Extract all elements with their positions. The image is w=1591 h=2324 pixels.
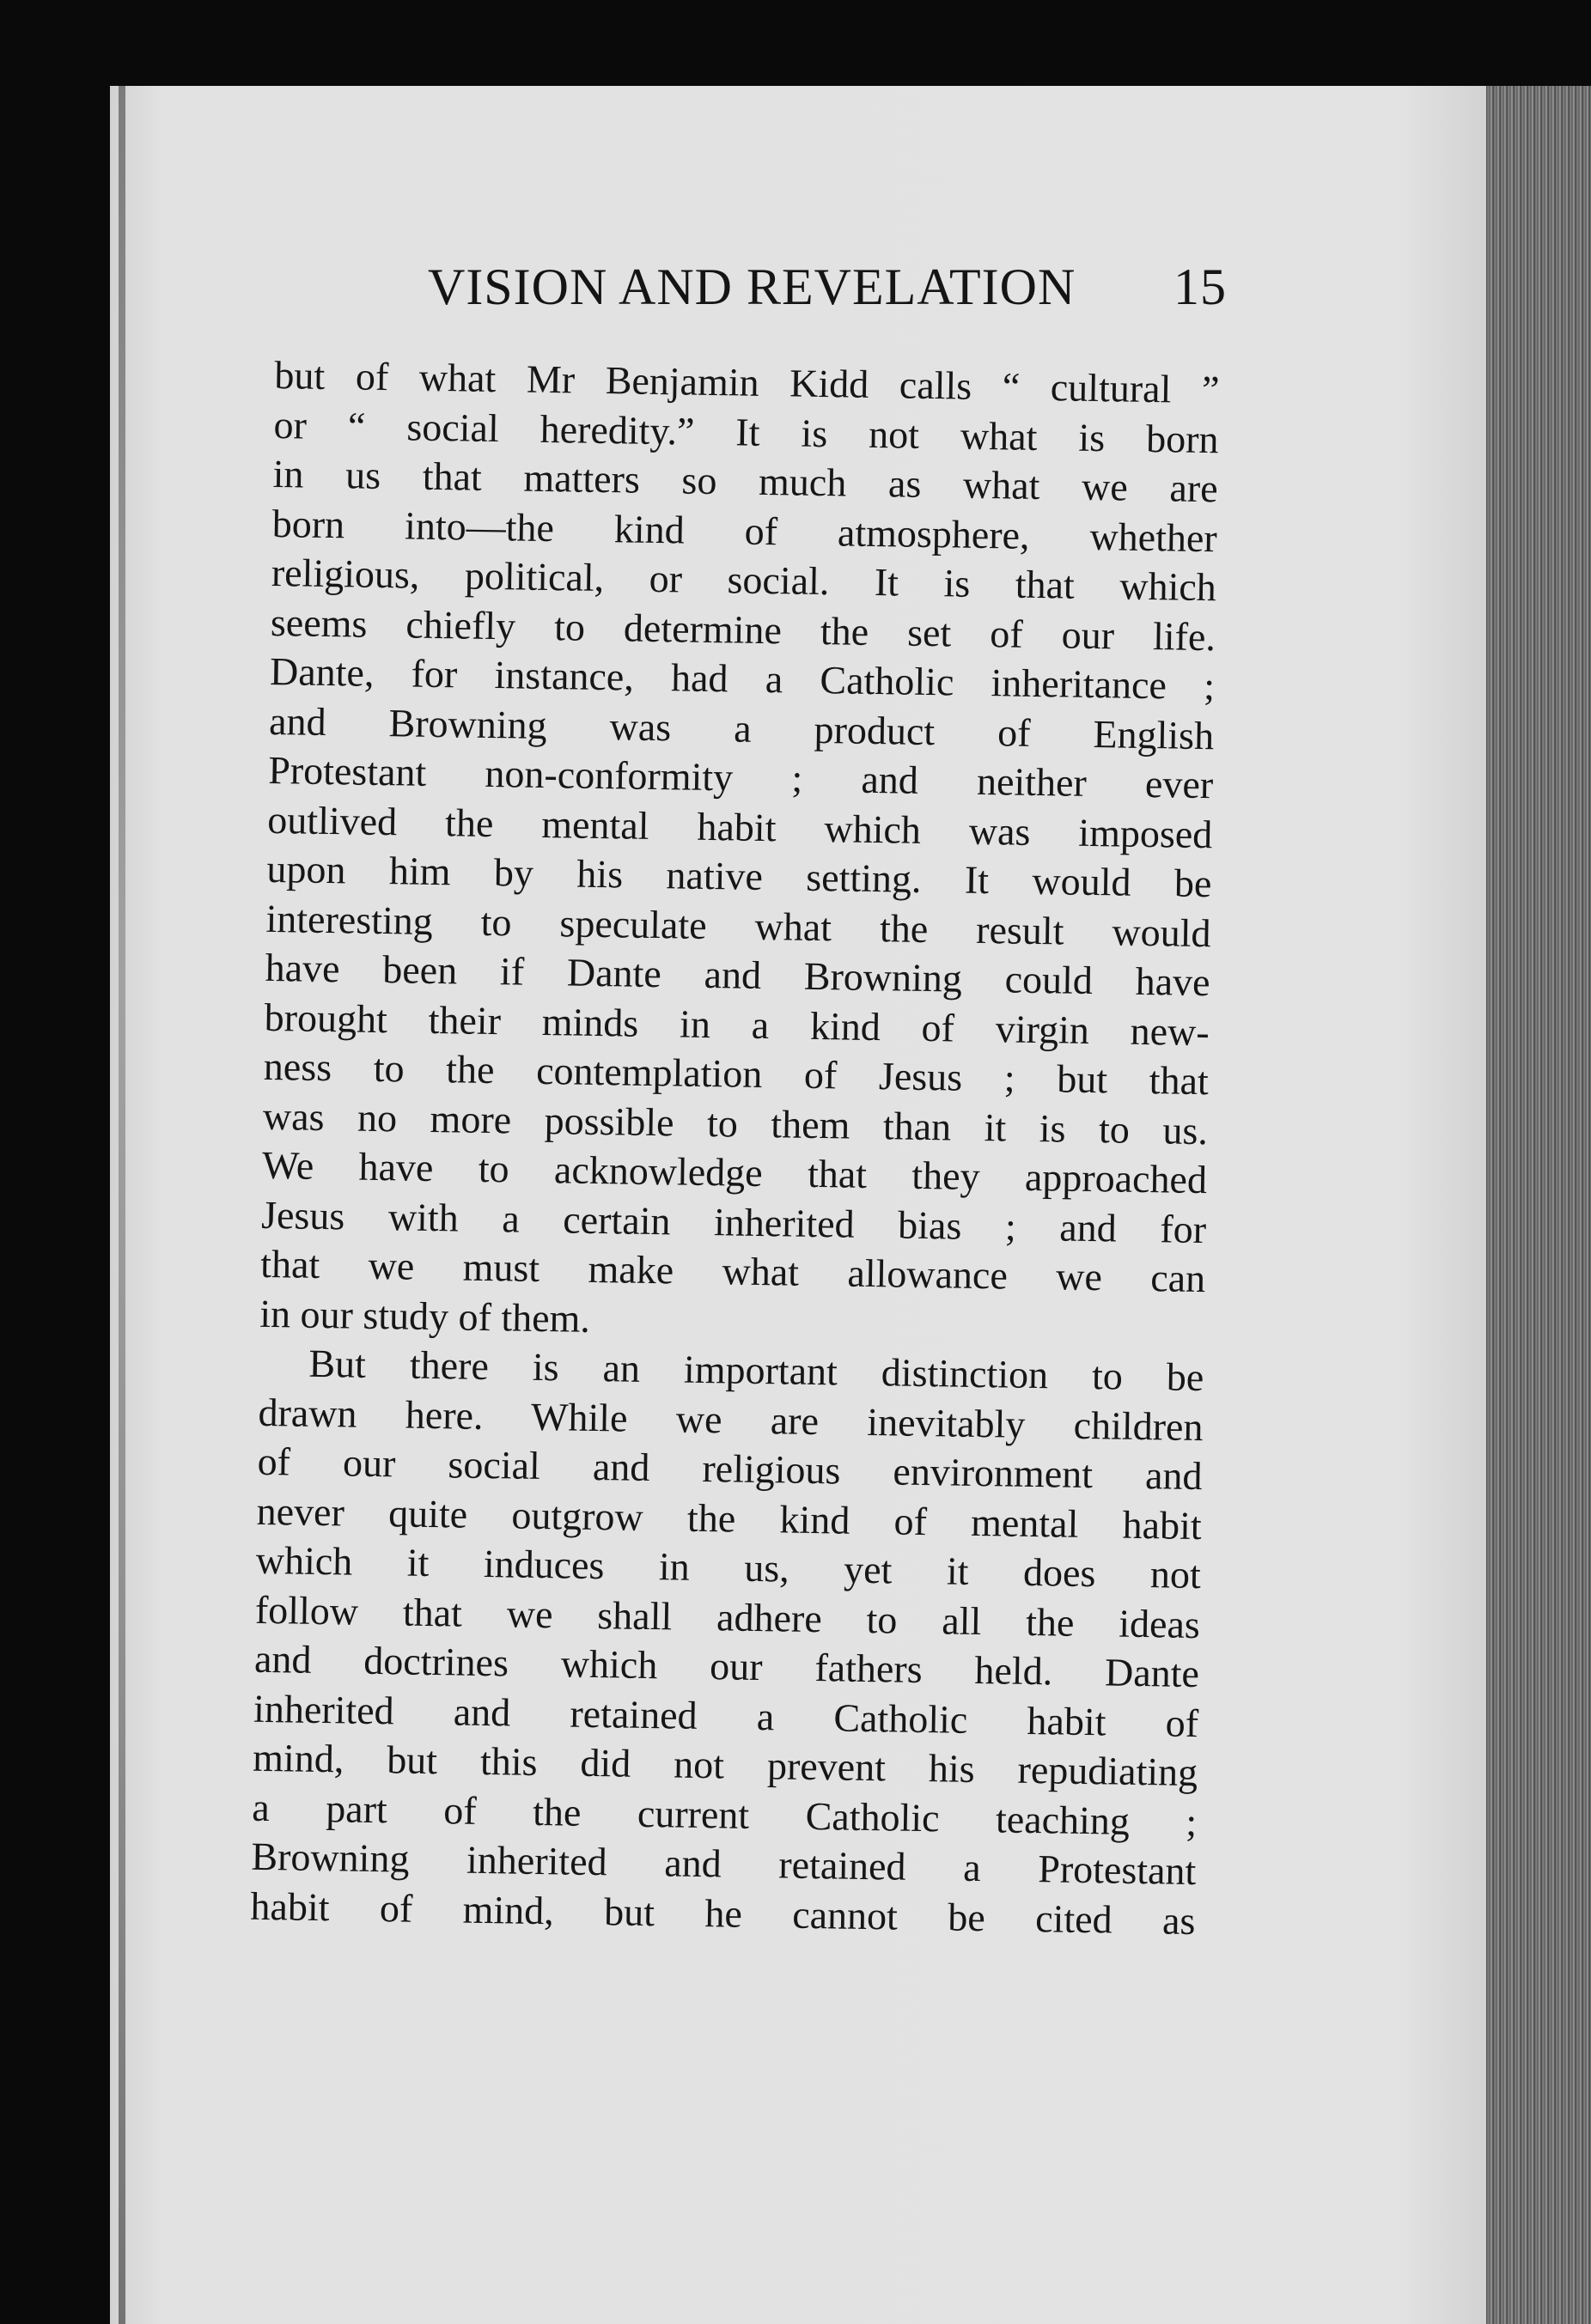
text-line: never quite outgrow the kind of mental habit [256,1488,1203,1548]
page-edges-stack [1486,86,1591,2324]
text-line: religious, political, or social. It is that which [271,550,1217,610]
text-line: seems chiefly to determine the set of our life. [270,599,1216,659]
page-number: 15 [1173,259,1227,315]
text-line: and doctrines which our fathers held. Dante [253,1636,1200,1696]
text-line: We have to acknowledge that they approached [261,1142,1208,1202]
running-title: VISION AND REVELATION [428,259,1076,315]
paragraph [250,1338,1204,1945]
text-line: have been if Dante and Browning could have [265,945,1210,1005]
text-line: habit of mind, but he cannot be cited as [250,1883,1196,1943]
text-line: and Browning was a product of English [268,698,1215,757]
text-line: Jesus with a certain inherited bias ; and for [260,1192,1207,1251]
text-line: or “ social heredity.” It is not what is born [273,402,1219,461]
text-line: was no more possible to them than it is to us. [262,1093,1209,1153]
text-line: but of what Mr Benjamin Kidd calls “ cultural ” [274,352,1220,412]
running-head [428,258,1227,335]
text-line: Protestant non-conformity ; and neither ever [267,747,1214,807]
text-line: ness to the contemplation of Jesus ; but that [263,1043,1210,1104]
text-line: follow that we shall adhere to all the ideas [254,1587,1201,1646]
text-line: mind, but this did not prevent his repudiating [252,1735,1198,1795]
body-text [250,350,1220,1945]
text-line: that we must make what allowance we can [259,1241,1206,1301]
text-line: upon him by his native setting. It would be [266,846,1212,906]
binding-gutter-shadow [119,86,125,2324]
text-line: brought their minds in a kind of virgin new- [264,995,1210,1054]
text-line: inherited and retained a Catholic habit of [253,1686,1199,1745]
text-line: Dante, for instance, had a Catholic inheritance ; [269,648,1216,709]
text-line: drawn here. While we are inevitably children [258,1390,1204,1449]
text-line: But there is an important distinction to be [308,1341,1204,1400]
text-line: which it induces in us, yet it does not [255,1537,1202,1597]
text-line: in our study of them. [259,1291,591,1341]
text-line: Browning inherited and retained a Protestant [251,1834,1197,1894]
text-line: outlived the mental habit which was imposed [267,797,1213,856]
text-line: born into—the kind of atmosphere, whether [271,501,1218,560]
text-line: interesting to speculate what the result would [265,896,1211,955]
paragraph [259,350,1220,1353]
text-line: in us that matters so much as what we are [272,451,1219,511]
text-line: a part of the current Catholic teaching ; [251,1785,1198,1844]
text-line: of our social and religious environment and [257,1439,1203,1499]
